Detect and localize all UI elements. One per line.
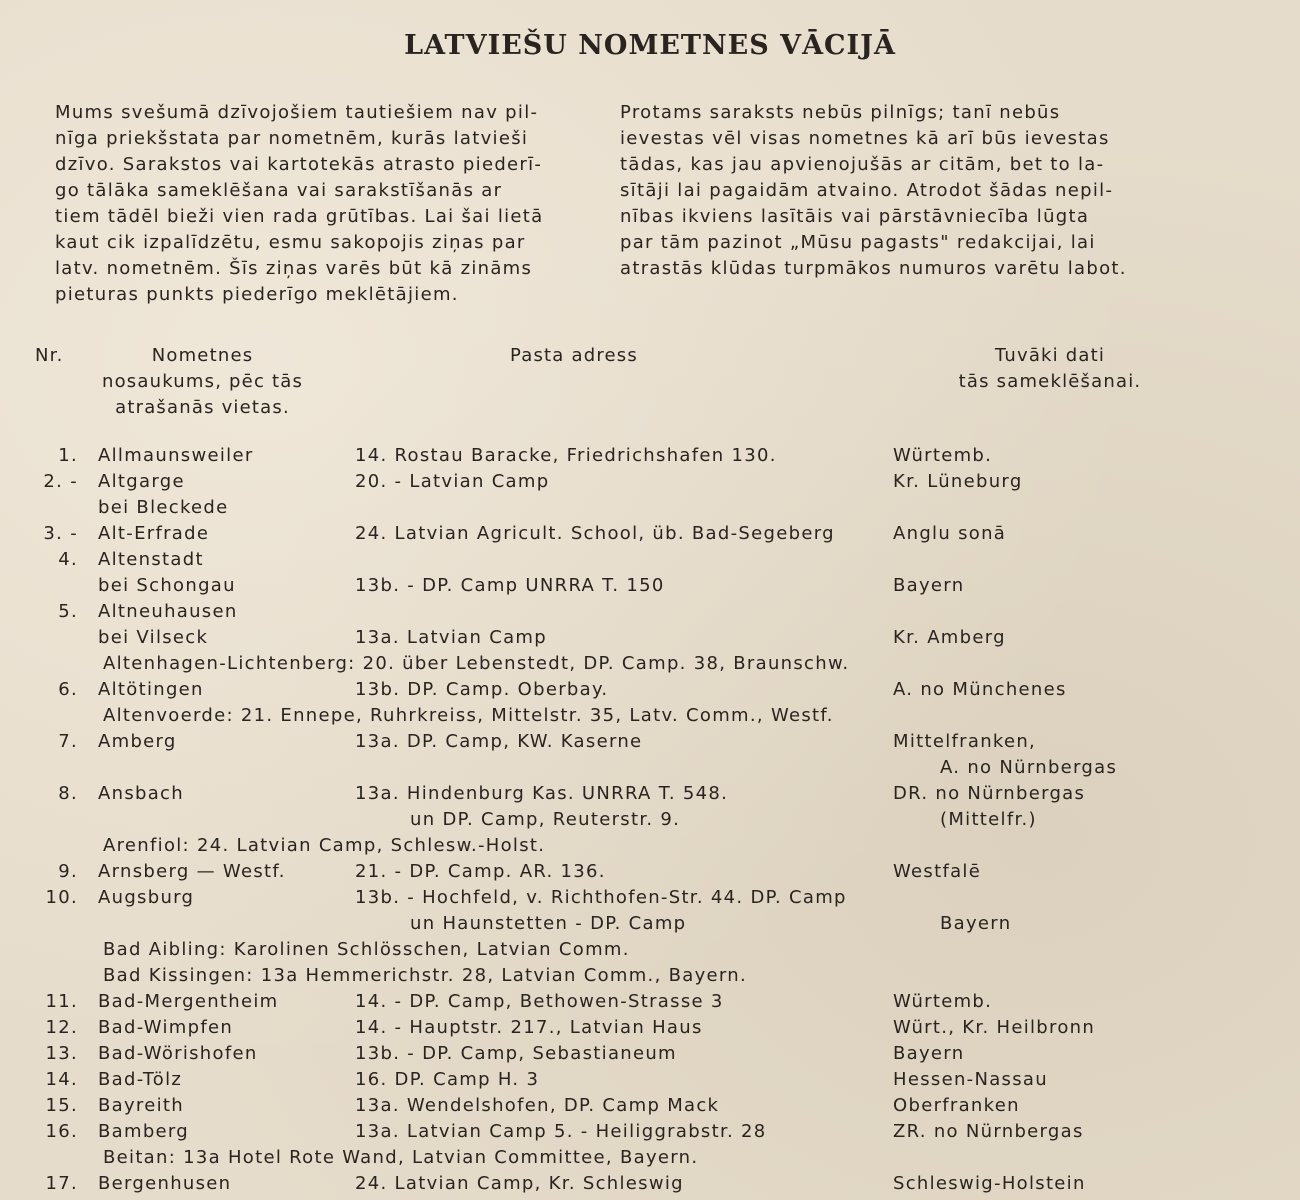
list-item bbox=[0, 781, 1300, 807]
camp-name: Alt-Erfrade bbox=[98, 523, 210, 544]
camp-name: Altneuhausen bbox=[98, 601, 238, 622]
postal-address: 14. - DP. Camp, Bethowen-Strasse 3 bbox=[355, 991, 724, 1012]
list-item bbox=[0, 495, 1300, 521]
list-item bbox=[0, 937, 1300, 963]
camp-name: Bad-Tölz bbox=[98, 1069, 183, 1090]
camp-entry-inline: Arenfiol: 24. Latvian Camp, Schlesw.-Holst. bbox=[103, 835, 546, 856]
details: Anglu sonā bbox=[893, 523, 1007, 544]
intro-line: sītāji lai pagaidām atvaino. Atrodot šādas nepil- bbox=[620, 180, 1114, 201]
camp-number: 13. bbox=[45, 1043, 78, 1064]
header-info-line: Tuvāki dati bbox=[994, 345, 1106, 366]
camp-name: Amberg bbox=[98, 731, 177, 752]
page-title: LATVIEŠU NOMETNES VĀCIJĀ bbox=[404, 30, 896, 61]
camp-number: 8. bbox=[58, 783, 78, 804]
list-item bbox=[0, 807, 1300, 833]
list-item bbox=[0, 469, 1300, 495]
details: A. no Nürnbergas bbox=[940, 757, 1118, 778]
intro-line: Mums svešumā dzīvojošiem tautiešiem nav pil- bbox=[55, 102, 539, 123]
camp-name: Bad-Mergentheim bbox=[98, 991, 279, 1012]
camp-entry-inline: Beitan: 13a Hotel Rote Wand, Latvian Committee, Bayern. bbox=[103, 1147, 699, 1168]
intro-line: par tām pazinot „Mūsu pagasts" redakcijai, lai bbox=[620, 232, 1096, 253]
intro-line: latv. nometnēm. Šīs ziņas varēs būt kā zināms bbox=[55, 258, 533, 279]
list-item bbox=[0, 1119, 1300, 1145]
details: A. no Münchenes bbox=[893, 679, 1067, 700]
camp-name: Bamberg bbox=[98, 1121, 190, 1142]
details: Bayern bbox=[940, 913, 1012, 934]
list-item bbox=[0, 703, 1300, 729]
camp-name: Arnsberg — Westf. bbox=[98, 861, 286, 882]
header-nr: Nr. bbox=[35, 345, 64, 366]
list-item bbox=[0, 729, 1300, 755]
postal-address: 13a. DP. Camp, KW. Kaserne bbox=[355, 731, 643, 752]
details: Kr. Lüneburg bbox=[893, 471, 1023, 492]
intro-column-left bbox=[55, 100, 585, 308]
camp-name: bei Schongau bbox=[98, 575, 236, 596]
postal-address: 13a. Latvian Camp bbox=[355, 627, 547, 648]
list-item bbox=[0, 885, 1300, 911]
camp-number: 5. bbox=[58, 601, 78, 622]
postal-address: 16. DP. Camp H. 3 bbox=[355, 1069, 540, 1090]
intro-line: Protams saraksts nebūs pilnīgs; tanī nebūs bbox=[620, 102, 1061, 123]
intro-column-right bbox=[620, 100, 1150, 282]
camp-number: 6. bbox=[58, 679, 78, 700]
details: Schleswig-Holstein bbox=[893, 1173, 1086, 1194]
details: Würt., Kr. Heilbronn bbox=[893, 1017, 1096, 1038]
camp-entry-inline: Bad Aibling: Karolinen Schlösschen, Latvian Comm. bbox=[103, 939, 630, 960]
list-item bbox=[0, 599, 1300, 625]
camp-name: Bayreith bbox=[98, 1095, 184, 1116]
camp-entry-inline: Altenhagen-Lichtenberg: 20. über Lebenstedt, DP. Camp. 38, Braunschw. bbox=[103, 653, 850, 674]
postal-address: 13b. DP. Camp. Oberbay. bbox=[355, 679, 609, 700]
postal-address: 13a. Wendelshofen, DP. Camp Mack bbox=[355, 1095, 720, 1116]
camp-name: Ansbach bbox=[98, 783, 184, 804]
list-item bbox=[0, 625, 1300, 651]
camp-number: 14. bbox=[45, 1069, 78, 1090]
camp-number: 1. bbox=[58, 445, 78, 466]
intro-line: kaut cik izpalīdzētu, esmu sakopojis ziņas par bbox=[55, 232, 526, 253]
camp-name: Allmaunsweiler bbox=[98, 445, 254, 466]
postal-address: 13a. Hindenburg Kas. UNRRA T. 548. bbox=[355, 783, 729, 804]
list-item bbox=[0, 911, 1300, 937]
list-item bbox=[0, 1067, 1300, 1093]
details: (Mittelfr.) bbox=[940, 809, 1037, 830]
list-item bbox=[0, 859, 1300, 885]
intro-line: ievestas vēl visas nometnes kā arī būs ievestas bbox=[620, 128, 1110, 149]
camp-name: bei Vilseck bbox=[98, 627, 209, 648]
header-name-line: Nometnes bbox=[151, 345, 254, 366]
details: Bayern bbox=[893, 575, 965, 596]
intro-line: nības ikviens lasītāis vai pārstāvniecība lūgta bbox=[620, 206, 1090, 227]
camp-number: 7. bbox=[58, 731, 78, 752]
postal-address: 13b. - DP. Camp UNRRA T. 150 bbox=[355, 575, 665, 596]
header-name-line: atrašanās vietas. bbox=[115, 397, 290, 418]
intro-line: dzīvo. Sarakstos vai kartotekās atrasto piederī- bbox=[55, 154, 543, 175]
postal-address: 14. Rostau Baracke, Friedrichshafen 130. bbox=[355, 445, 777, 466]
list-item bbox=[0, 521, 1300, 547]
header-info bbox=[930, 343, 1170, 395]
camp-number: 15. bbox=[45, 1095, 78, 1116]
postal-address: 24. Latvian Camp, Kr. Schleswig bbox=[355, 1173, 684, 1194]
postal-address: 13b. - Hochfeld, v. Richthofen-Str. 44. DP. Camp bbox=[355, 887, 847, 908]
camp-name: Altötingen bbox=[98, 679, 204, 700]
intro-line: tiem tādēl bieži vien rada grūtības. Lai šai lietā bbox=[55, 206, 544, 227]
postal-address: un Haunstetten - DP. Camp bbox=[410, 913, 687, 934]
header-info-line: tās sameklēšanai. bbox=[958, 371, 1142, 392]
list-item bbox=[0, 963, 1300, 989]
postal-address: 13a. Latvian Camp 5. - Heiliggrabstr. 28 bbox=[355, 1121, 767, 1142]
intro-line: tādas, kas jau apvienojušās ar citām, bet to la- bbox=[620, 154, 1105, 175]
intro-line: pieturas punkts piederīgo meklētājiem. bbox=[55, 284, 459, 305]
list-item bbox=[0, 1041, 1300, 1067]
camp-name: Altenstadt bbox=[98, 549, 204, 570]
camp-name: Bergenhusen bbox=[98, 1173, 232, 1194]
camp-number: 17. bbox=[45, 1173, 78, 1194]
header-name-line: nosaukums, pēc tās bbox=[101, 371, 304, 392]
intro-line: atrastās klūdas turpmākos numuros varētu labot. bbox=[620, 258, 1127, 279]
camp-name: Altgarge bbox=[98, 471, 185, 492]
postal-address: 24. Latvian Agricult. School, üb. Bad-Segeberg bbox=[355, 523, 835, 544]
postal-address: 14. - Hauptstr. 217., Latvian Haus bbox=[355, 1017, 703, 1038]
intro-line: nīga priekšstata par nometnēm, kurās latvieši bbox=[55, 128, 529, 149]
list-item bbox=[0, 443, 1300, 469]
camp-list bbox=[0, 443, 1300, 1197]
details: Bayern bbox=[893, 1043, 965, 1064]
camp-name: Bad-Wörishofen bbox=[98, 1043, 258, 1064]
camp-name: bei Bleckede bbox=[98, 497, 229, 518]
list-item bbox=[0, 833, 1300, 859]
details: Kr. Amberg bbox=[893, 627, 1006, 648]
camp-number: 12. bbox=[45, 1017, 78, 1038]
header-name bbox=[95, 343, 310, 421]
list-item bbox=[0, 547, 1300, 573]
details: ZR. no Nürnbergas bbox=[893, 1121, 1084, 1142]
camp-number: 16. bbox=[45, 1121, 78, 1142]
list-item bbox=[0, 1093, 1300, 1119]
details: Würtemb. bbox=[893, 991, 993, 1012]
camp-number: 9. bbox=[58, 861, 78, 882]
intro-line: go tālāka sameklēšana vai sarakstīšanās ar bbox=[55, 180, 503, 201]
list-item bbox=[0, 1145, 1300, 1171]
details: DR. no Nürnbergas bbox=[893, 783, 1086, 804]
camp-name: Augsburg bbox=[98, 887, 195, 908]
details: Würtemb. bbox=[893, 445, 993, 466]
details: Westfalē bbox=[893, 861, 982, 882]
camp-number: 3. - bbox=[43, 523, 78, 544]
camp-name: Bad-Wimpfen bbox=[98, 1017, 234, 1038]
list-item bbox=[0, 651, 1300, 677]
postal-address: 20. - Latvian Camp bbox=[355, 471, 550, 492]
list-item bbox=[0, 755, 1300, 781]
header-address: Pasta adress bbox=[510, 345, 638, 366]
list-item bbox=[0, 573, 1300, 599]
camp-number: 10. bbox=[45, 887, 78, 908]
postal-address: 13b. - DP. Camp, Sebastianeum bbox=[355, 1043, 677, 1064]
camp-number: 2. - bbox=[43, 471, 78, 492]
list-item bbox=[0, 1015, 1300, 1041]
list-item bbox=[0, 1171, 1300, 1197]
camp-entry-inline: Altenvoerde: 21. Ennepe, Ruhrkreiss, Mittelstr. 35, Latv. Comm., Westf. bbox=[103, 705, 834, 726]
list-item bbox=[0, 989, 1300, 1015]
camp-number: 11. bbox=[45, 991, 78, 1012]
details: Mittelfranken, bbox=[893, 731, 1037, 752]
postal-address: 21. - DP. Camp. AR. 136. bbox=[355, 861, 606, 882]
details: Hessen-Nassau bbox=[893, 1069, 1048, 1090]
postal-address: un DP. Camp, Reuterstr. 9. bbox=[410, 809, 681, 830]
list-item bbox=[0, 677, 1300, 703]
details: Oberfranken bbox=[893, 1095, 1020, 1116]
camp-number: 4. bbox=[58, 549, 78, 570]
camp-entry-inline: Bad Kissingen: 13a Hemmerichstr. 28, Latvian Comm., Bayern. bbox=[103, 965, 748, 986]
